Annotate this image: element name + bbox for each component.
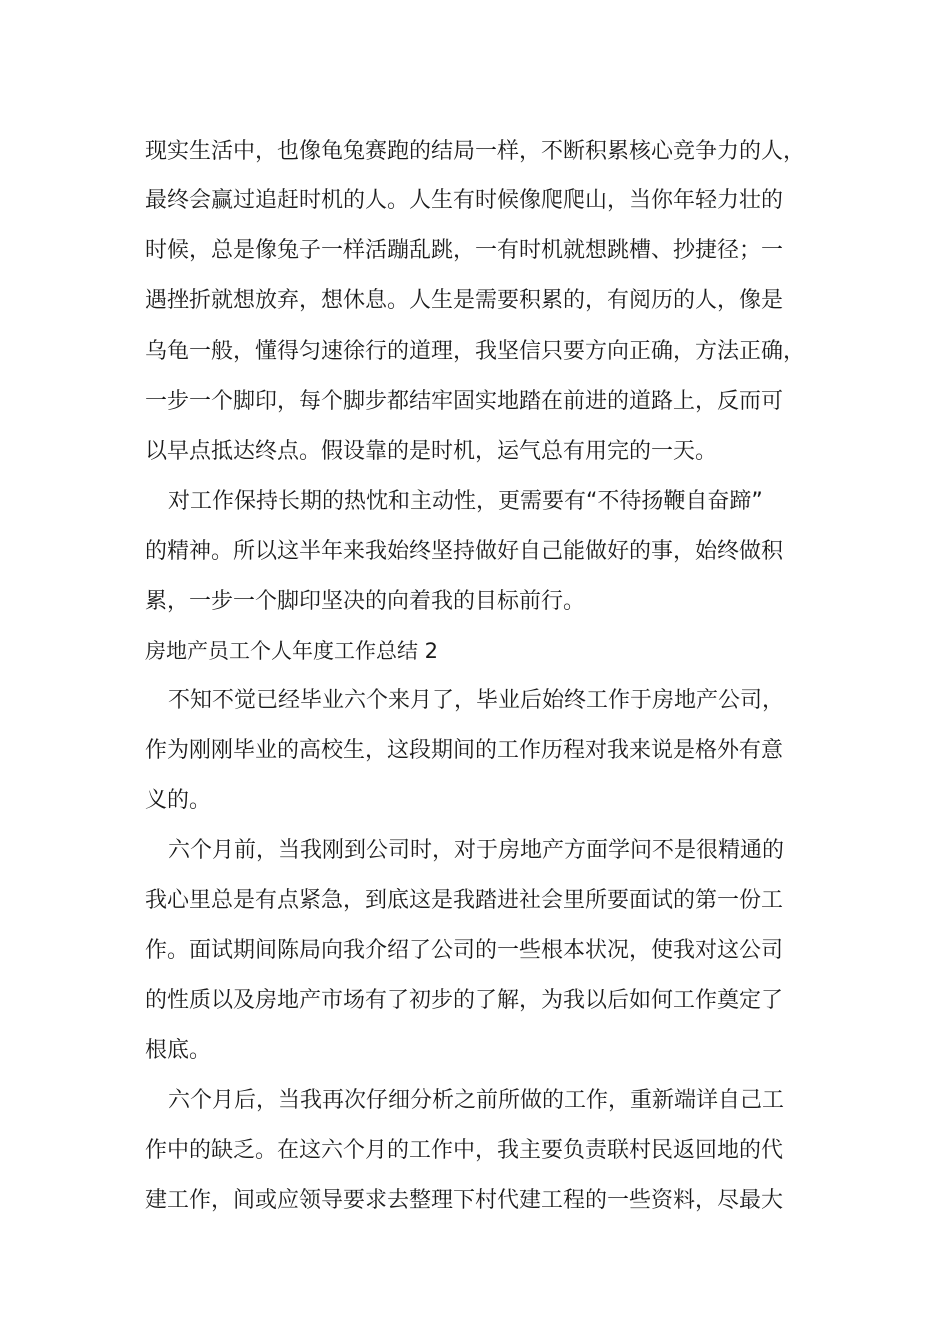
paragraph-line: 时候，总是像兔子一样活蹦乱跳，一有时机就想跳槽、抄捷径；一 xyxy=(145,238,784,263)
paragraph-line: 义的。 xyxy=(145,788,212,813)
paragraph-line: 我心里总是有点紧急，到底这是我踏进社会里所要面试的第一份工 xyxy=(145,888,784,913)
paragraph-line: 不知不觉已经毕业六个来月了，毕业后始终工作于房地产公司， xyxy=(168,688,785,713)
paragraph-line: 建工作，间或应领导要求去整理下村代建工程的一些资料，尽最大 xyxy=(145,1188,784,1213)
paragraph-line: 累，一步一个脚印坚决的向着我的目标前行。 xyxy=(145,589,586,614)
paragraph-line: 对工作保持长期的热忱和主动性，更需要有“不待扬鞭自奋蹄” xyxy=(168,489,763,514)
paragraph-line: 现实生活中，也像龟兔赛跑的结局一样，不断积累核心竞争力的人， xyxy=(145,139,806,164)
paragraph-line: 的性质以及房地产市场有了初步的了解，为我以后如何工作奠定了 xyxy=(145,988,784,1013)
paragraph-line: 最终会赢过追赶时机的人。人生有时候像爬爬山，当你年轻力壮的 xyxy=(145,188,784,213)
section-heading: 房地产员工个人年度工作总结 2 xyxy=(145,639,439,663)
paragraph-line: 六个月后，当我再次仔细分析之前所做的工作，重新端详自己工 xyxy=(168,1088,785,1113)
paragraph-line: 作中的缺乏。在这六个月的工作中，我主要负责联村民返回地的代 xyxy=(145,1138,784,1163)
paragraph-line: 以早点抵达终点。假设靠的是时机，运气总有用完的一天。 xyxy=(145,439,718,464)
paragraph-line: 六个月前，当我刚到公司时，对于房地产方面学问不是很精通的 xyxy=(168,838,785,863)
paragraph-line: 的精神。所以这半年来我始终坚持做好自己能做好的事，始终做积 xyxy=(145,539,784,564)
paragraph-line: 乌龟一般，懂得匀速徐行的道理，我坚信只要方向正确，方法正确， xyxy=(145,339,806,364)
paragraph-line: 遇挫折就想放弃，想休息。人生是需要积累的，有阅历的人，像是 xyxy=(145,288,784,313)
paragraph-line: 作为刚刚毕业的高校生，这段期间的工作历程对我来说是格外有意 xyxy=(145,738,784,763)
paragraph-line: 一步一个脚印，每个脚步都结牢固实地踏在前进的道路上，反而可 xyxy=(145,389,784,414)
paragraph-line: 作。面试期间陈局向我介绍了公司的一些根本状况，使我对这公司 xyxy=(145,938,784,963)
paragraph-line: 根底。 xyxy=(145,1038,212,1063)
